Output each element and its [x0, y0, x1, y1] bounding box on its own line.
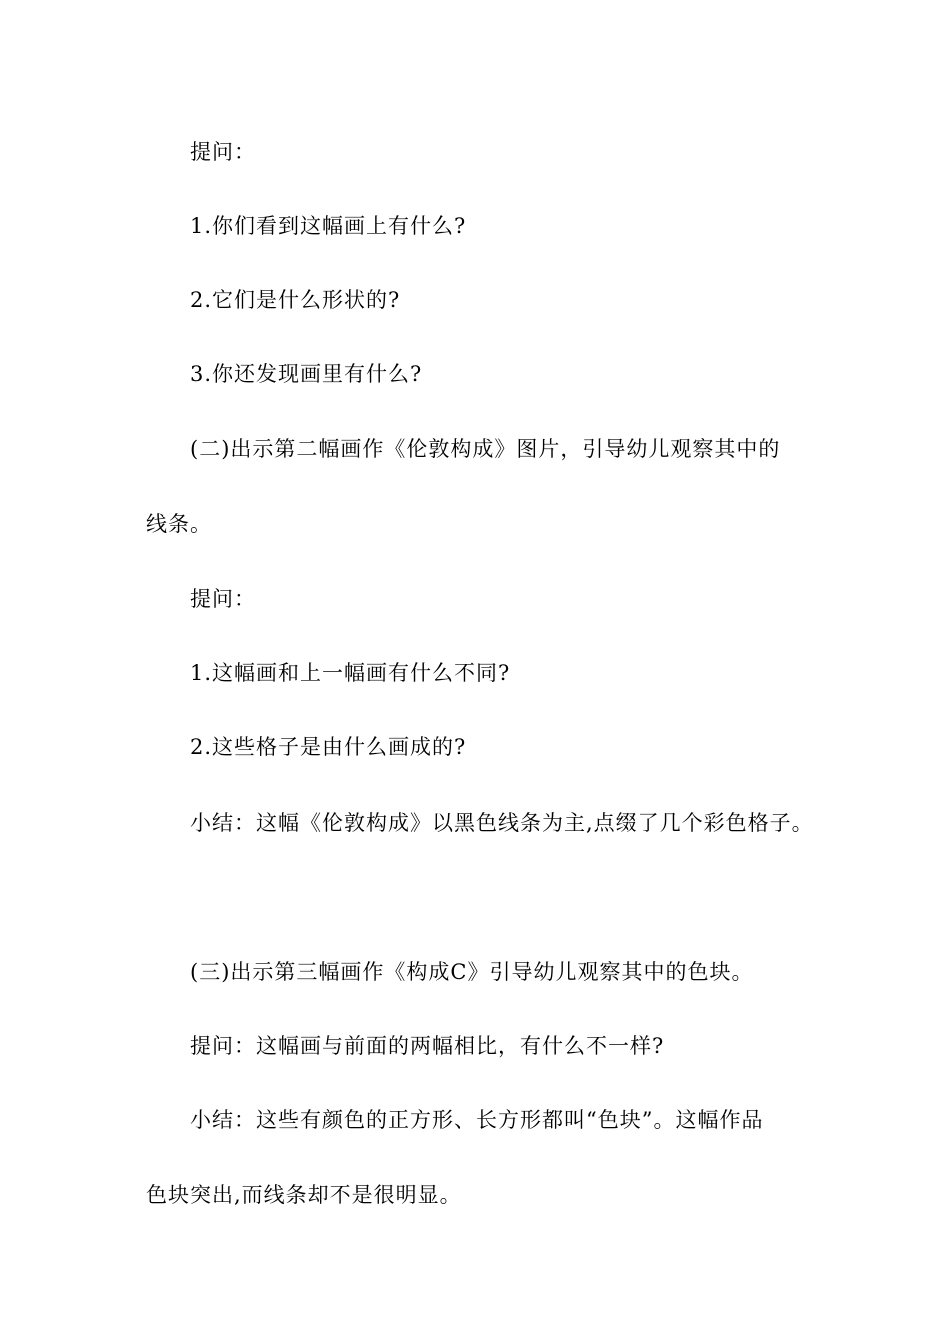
summary-two: 小结：这幅《伦敦构成》以黑色线条为主,点缀了几个彩色格子。 — [190, 811, 814, 835]
question-item-4: 1.这幅画和上一幅画有什么不同? — [190, 661, 511, 685]
summary-three: 小结：这些有颜色的正方形、长方形都叫“色块”。这幅作品 — [190, 1108, 764, 1132]
question-item-1: 1.你们看到这幅画上有什么? — [190, 214, 467, 238]
question-heading-1: 提问： — [190, 140, 256, 164]
summary-three-continued: 色块突出,而线条却不是很明显。 — [146, 1183, 462, 1207]
question-item-5: 2.这些格子是由什么画成的? — [190, 735, 467, 759]
section-three-intro: (三)出示第三幅画作《构成C》引导幼儿观察其中的色块。 — [190, 960, 754, 984]
question-three: 提问：这幅画与前面的两幅相比，有什么不一样? — [190, 1034, 665, 1058]
section-two-intro: (二)出示第二幅画作《伦敦构成》图片，引导幼儿观察其中的 — [190, 437, 781, 461]
question-heading-2: 提问： — [190, 587, 256, 611]
question-item-3: 3.你还发现画里有什么? — [190, 362, 423, 386]
question-item-2: 2.它们是什么形状的? — [190, 288, 401, 312]
section-two-intro-continued: 线条。 — [146, 512, 212, 536]
